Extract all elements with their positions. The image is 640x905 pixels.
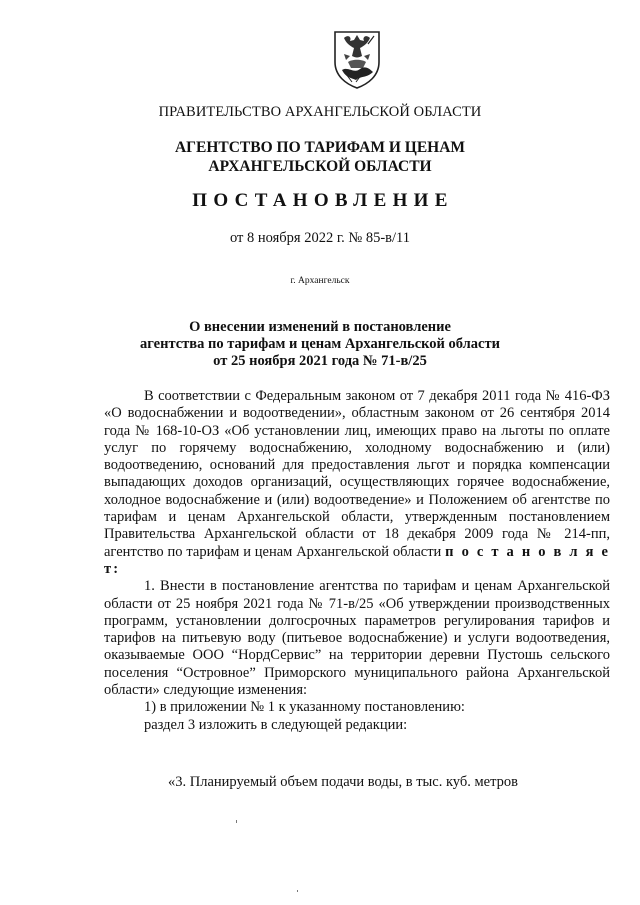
scan-speck	[297, 890, 298, 892]
item-1-paragraph: 1. Внести в постановление агентства по тарифам и ценам Архангельской области от 25 ноября 2021 года № 71-в/25 «Об утверждении производственных программ, установлении долгосрочных параметров регулирования тарифов и тарифов на питьевую воду (питьевое водоснабжение) и услуги водоотведения, оказываемые ООО “НордСервис” на территории деревни Пустошь сельского поселения “Островное” Приморского муниципального района Архангельской области» следующие изменения:	[104, 578, 610, 699]
city-name: г. Архангельск	[290, 276, 350, 286]
agency-name-line1: АГЕНТСТВО ПО ТАРИФАМ И ЦЕНАМ	[174, 139, 466, 156]
subject-line1: О внесении изменений в постановление	[189, 319, 451, 335]
section-heading: «3. Планируемый объем подачи воды, в тыс. куб. метров	[168, 774, 518, 790]
subitem-2-paragraph: раздел 3 изложить в следующей редакции:	[144, 716, 408, 733]
coat-of-arms-icon	[330, 28, 384, 90]
subitem-1-paragraph: 1) в приложении № 1 к указанному постановлению:	[144, 699, 465, 716]
preamble-text: В соответствии с Федеральным законом от 7 декабря 2011 года № 416-ФЗ «О водоснабжении и водоотведении», областным законом от 26 сентября 2014 года № 168-10-ОЗ «Об установлении лиц, имеющих право на льготы по оплате услуг по горячему водоснабжению, холодному водоснабжению и (или) водоотведению, оснований для предоставления льгот и порядка компенсации выпадающих доходов организаций, осуществляющих горячее водоснабжение, холодное водоснабжение и (или) водоотведение» и Положением об агентстве по тарифам и ценам Архангельской области, утвержденным постановлением Правительства Архангельской области от 18 декабря 2009 года № 214-пп, агентство по тарифам и ценам Архангельской области	[104, 388, 610, 560]
document-body	[104, 388, 610, 734]
document-type-title: ПОСТАНОВЛЕНИЕ	[192, 190, 454, 211]
scan-speck	[236, 820, 237, 823]
date-and-number: от 8 ноября 2022 г. № 85-в/11	[229, 230, 411, 246]
government-name: ПРАВИТЕЛЬСТВО АРХАНГЕЛЬСКОЙ ОБЛАСТИ	[158, 104, 482, 120]
resolves-word: п о с т а н о в л я е т:	[104, 543, 611, 577]
subject-line3: от 25 ноября 2021 года № 71-в/25	[213, 353, 427, 369]
agency-name	[0, 138, 640, 176]
document-subject	[0, 319, 640, 370]
subject-line2: агентства по тарифам и ценам Архангельской области	[140, 336, 500, 352]
agency-name-line2: АРХАНГЕЛЬСКОЙ ОБЛАСТИ	[208, 158, 432, 175]
preamble-paragraph	[104, 388, 610, 578]
